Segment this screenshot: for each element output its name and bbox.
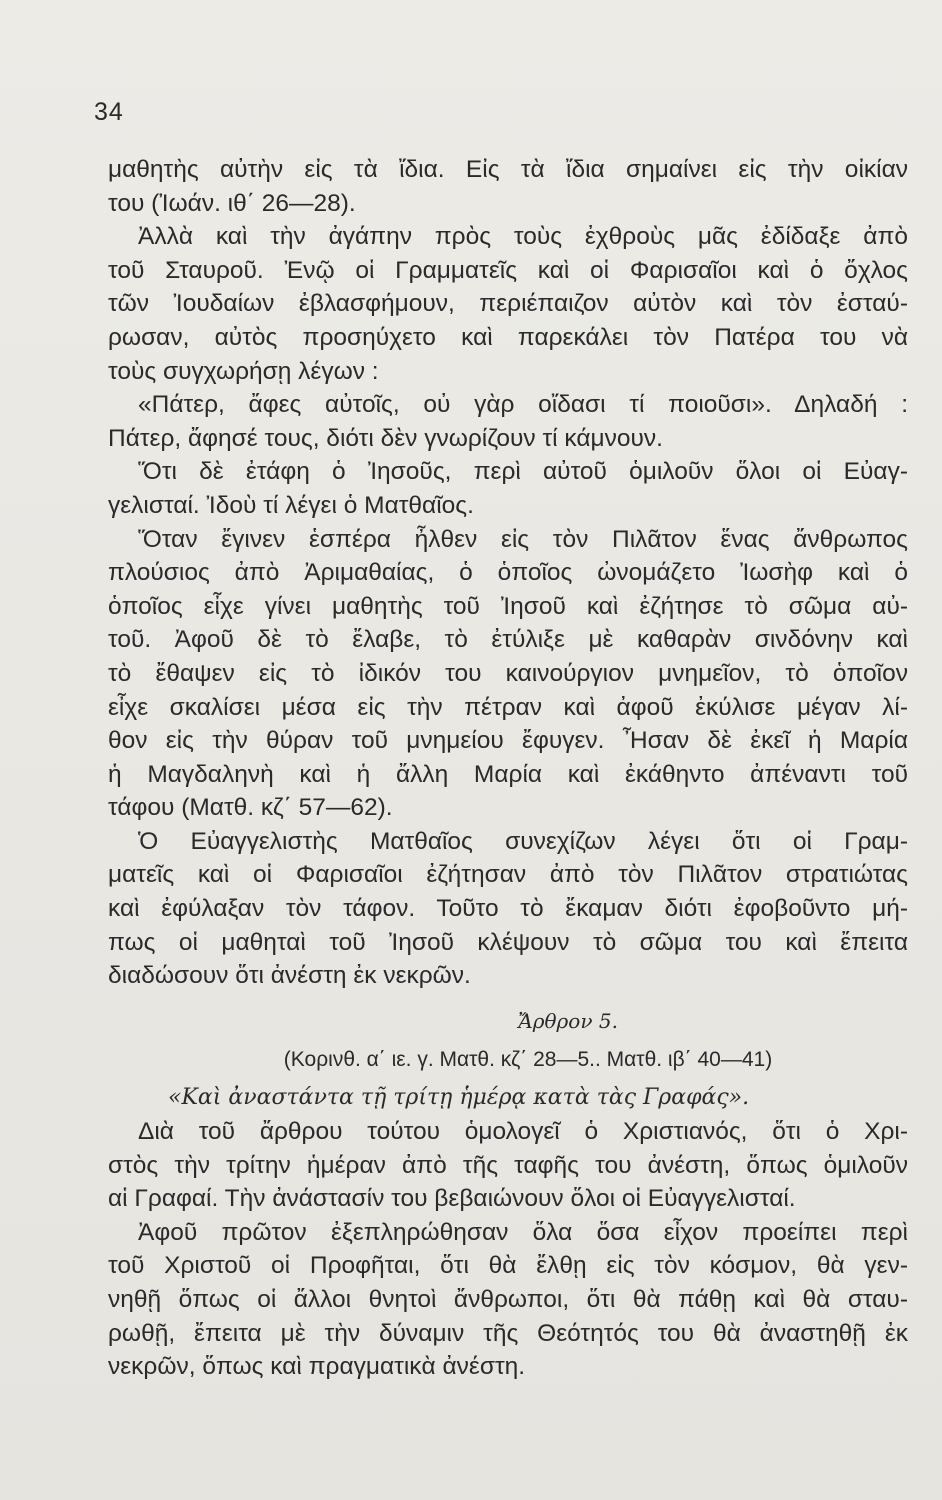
text-line: Ἀφοῦ πρῶτον ἐξεπληρώθησαν ὅλα ὅσα εἶχον προείπει περὶ	[138, 1218, 908, 1246]
article-heading	[108, 1003, 908, 1115]
text-line: τάφου (Ματθ. κζ΄ 57—62).	[108, 794, 393, 822]
text-line: πλούσιος ἀπὸ Ἀριμαθαίας, ὁ ὁποῖος ὠνομάζετο Ἰωσὴφ καὶ ὁ	[108, 559, 908, 587]
text-line: τοῦ. Ἀφοῦ δὲ τὸ ἔλαβε, τὸ ἐτύλιξε μὲ καθαρὰν σινδόνην καὶ	[108, 626, 908, 654]
text-line: ρωσαν, αὐτὸς προσηύχετο καὶ παρεκάλει τὸν Πατέρα του νὰ	[108, 323, 908, 351]
article-title: Ἄρθρον 5.	[518, 1009, 618, 1033]
text-line: ἡ Μαγδαληνὴ καὶ ἡ ἄλλη Μαρία καὶ ἐκάθηντο ἀπέναντι τοῦ	[108, 760, 908, 788]
text-line: θον εἰς τὴν θύραν τοῦ μνημείου ἔφυγεν. Ἦσαν δὲ ἐκεῖ ἡ Μαρία	[108, 727, 908, 755]
text-line: μαθητὴς αὐτὴν εἰς τὰ ἴδια. Εἰς τὰ ἴδια σημαίνει εἰς τὴν οἰκίαν	[108, 156, 908, 183]
text-line: στὸς τὴν τρίτην ἡμέραν ἀπὸ τῆς ταφῆς του ἀνέστη, ὅπως ὁμιλοῦν	[108, 1151, 908, 1179]
text-line: εἶχε σκαλίσει μέσα εἰς τὴν πέτραν καὶ ἀφοῦ ἐκύλισε μέγαν λί-	[108, 693, 908, 721]
text-line: ὁποῖος εἶχε γίνει μαθητὴς τοῦ Ἰησοῦ καὶ ἐζήτησε τὸ σῶμα αὐ-	[108, 592, 908, 620]
text-line: του (Ἰωάν. ιθ΄ 26—28).	[108, 189, 356, 217]
text-line: ματεῖς καὶ οἱ Φαρισαῖοι ἐζήτησαν ἀπὸ τὸν Πιλᾶτον στρατιώτας	[108, 861, 908, 889]
text-line: νεκρῶν, ὅπως καὶ πραγματικὰ ἀνέστη.	[108, 1353, 526, 1381]
text-line: Πάτερ, ἄφησέ τους, διότι δὲν γνωρίζουν τί κάμνουν.	[108, 424, 663, 452]
text-line: Ὅτι δὲ ἐτάφη ὁ Ἰησοῦς, περὶ αὐτοῦ ὁμιλοῦν ὅλοι οἱ Εὐαγ-	[138, 458, 908, 486]
article-text	[108, 1115, 908, 1384]
text-line: τοὺς συγχωρήσῃ λέγων :	[108, 357, 379, 385]
page-number: 34	[94, 98, 124, 126]
text-line: πως οἱ μαθηταὶ τοῦ Ἰησοῦ κλέψουν τὸ σῶμα του καὶ ἔπειτα	[108, 928, 908, 956]
text-line: «Πάτερ, ἄφες αὐτοῖς, οὐ γὰρ οἴδασι τί ποιοῦσι». Δηλαδή :	[138, 391, 908, 419]
text-line: τοῦ Σταυροῦ. Ἐνῷ οἱ Γραμματεῖς καὶ οἱ Φαρισαῖοι καὶ ὁ ὄχλος	[108, 256, 908, 284]
text-line: γελισταί. Ἰδοὺ τί λέγει ὁ Ματθαῖος.	[108, 491, 474, 519]
text-line: διαδώσουν ὅτι ἀνέστη ἐκ νεκρῶν.	[108, 962, 471, 990]
text-line: αἱ Γραφαί. Τὴν ἀνάστασίν του βεβαιώνουν ὅλοι οἱ Εὐαγγελισταί.	[108, 1185, 796, 1213]
text-line: Διὰ τοῦ ἄρθρου τούτου ὁμολογεῖ ὁ Χριστιανός, ὅτι ὁ Χρι-	[138, 1118, 908, 1145]
text-line: τῶν Ἰουδαίων ἐβλασφήμουν, περιέπαιζον αὐτὸν καὶ τὸν ἐσταύ-	[108, 290, 908, 318]
text-line: Ἀλλὰ καὶ τὴν ἀγάπην πρὸς τοὺς ἐχθροὺς μᾶς ἐδίδαξε ἀπὸ	[138, 223, 908, 251]
text-line: τὸ ἔθαψεν εἰς τὸ ἰδικόν του καινούργιον μνημεῖον, τὸ ὁποῖον	[108, 659, 908, 687]
article-references: (Κορινθ. α΄ ιε. γ. Ματθ. κζ΄ 28—5.. Ματθ. ιβ΄ 40—41)	[283, 1048, 773, 1071]
text-line: καὶ ἐφύλαξαν τὸν τάφον. Τοῦτο τὸ ἔκαμαν διότι ἐφοβοῦντο μή-	[108, 895, 908, 923]
text-line: τοῦ Χριστοῦ οἱ Προφῆται, ὅτι θὰ ἔλθῃ εἰς τὸν κόσμον, θὰ γεν-	[108, 1252, 908, 1280]
text-line: νηθῇ ὅπως οἱ ἄλλοι θνητοὶ ἄνθρωποι, ὅτι θὰ πάθῃ καὶ θὰ σταυ-	[108, 1285, 908, 1313]
article-quote: «Καὶ ἀναστάντα τῇ τρίτῃ ἡμέρᾳ κατὰ τὰς Γραφάς».	[168, 1085, 750, 1110]
body-text	[108, 153, 908, 993]
text-line: Ὅταν ἔγινεν ἑσπέρα ἦλθεν εἰς τὸν Πιλᾶτον ἕνας ἄνθρωπος	[138, 525, 908, 553]
text-line: Ὁ Εὐαγγελιστὴς Ματθαῖος συνεχίζων λέγει ὅτι οἱ Γραμ-	[138, 827, 908, 855]
text-line: ρωθῇ, ἔπειτα μὲ τὴν δύναμιν τῆς Θεότητός του θὰ ἀναστηθῇ ἐκ	[108, 1319, 908, 1347]
